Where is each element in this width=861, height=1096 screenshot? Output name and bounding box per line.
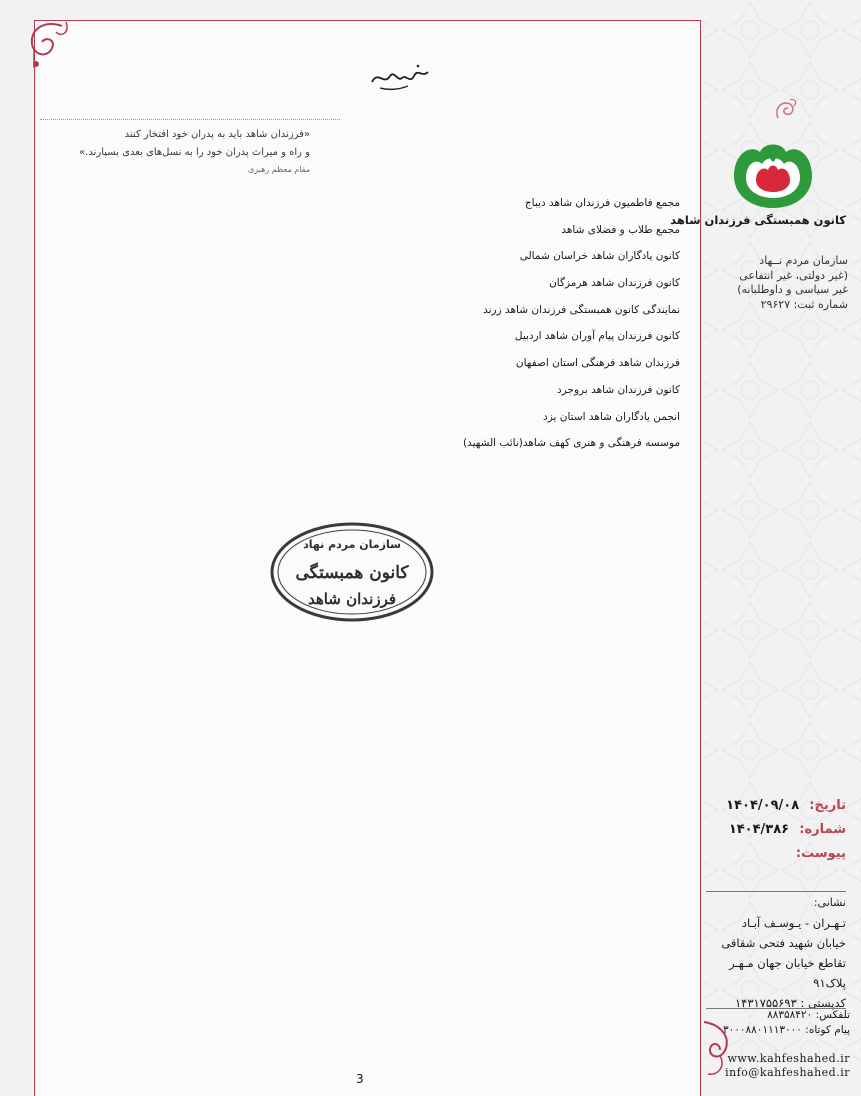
- web-contact: [706, 1052, 850, 1080]
- address-block: [706, 893, 846, 1013]
- phone-value: ۸۸۳۵۸۴۲۰: [767, 1009, 813, 1021]
- address-line: تقاطع خیابان جهان مـهـر: [729, 956, 846, 970]
- recipient-item: نمایندگی کانون همبستگی فرزندان شاهد زرند: [483, 303, 680, 316]
- number-label: شماره:: [799, 822, 846, 837]
- quote-separator: [40, 119, 340, 120]
- org-info-line: (غیر دولتی، غیر انتفاعی: [739, 268, 848, 282]
- address-label: نشانی:: [813, 896, 846, 909]
- sms-value: ۳۰۰۰۸۸۰۱۱۱۳۰۰۰: [722, 1024, 802, 1036]
- corner-ornament-right: [772, 96, 800, 124]
- stamp-line-3: فرزندان شاهد: [307, 590, 397, 608]
- org-info-line: سازمان مردم نــهاد: [759, 254, 848, 267]
- quote-source: مقام معظم رهبری: [247, 165, 310, 174]
- leader-quote: [40, 126, 310, 176]
- recipient-item: مجمع فاطمیون فرزندان شاهد دیباج: [524, 197, 680, 209]
- recipient-item: کانون یادگاران شاهد خراسان شمالی: [519, 250, 680, 263]
- quote-line-1: «فرزندان شاهد باید به پدران خود افتخار کنند: [124, 129, 310, 140]
- stamp-line-2: کانون همبستگی: [295, 563, 409, 583]
- address-line: تـهـران - یـوسـف آبـاد: [741, 916, 846, 930]
- org-info-line: غیر سیاسی و داوطلبانه): [737, 283, 848, 296]
- recipient-item: مجمع طلاب و فضلای شاهد: [561, 223, 680, 236]
- basmala-calligraphy: [368, 60, 432, 98]
- phone-row: [706, 1008, 850, 1023]
- postal-value: ۱۴۳۱۷۵۵۶۹۳: [735, 996, 797, 1010]
- recipient-item: فرزندان شاهد فرهنگی استان اصفهان: [515, 357, 680, 370]
- letter-meta: [706, 794, 846, 866]
- recipient-item: انجمن یادگاران شاهد استان یزد: [543, 410, 680, 423]
- contact-block: [706, 1008, 850, 1038]
- postal-label: کدپستی :: [800, 996, 846, 1010]
- corner-ornament-top-left: [22, 18, 78, 72]
- recipient-item: کانون فرزندان پیام آوران شاهد اردبیل: [514, 330, 680, 343]
- address-line: پلاک۹۱: [813, 976, 846, 990]
- date-value: ۱۴۰۴/۰۹/۰۸: [726, 798, 800, 813]
- number-value: ۱۴۰۴/۳۸۶: [728, 822, 790, 837]
- date-label: تاریخ:: [809, 798, 846, 813]
- address-separator: [706, 891, 846, 892]
- sms-label: پیام کوتاه:: [805, 1024, 850, 1036]
- phone-label: تلفکس:: [815, 1009, 850, 1021]
- page-number: 3: [356, 1072, 364, 1086]
- website-link[interactable]: www.kahfeshahed.ir: [727, 1052, 850, 1065]
- recipient-list: [380, 190, 680, 457]
- official-stamp: [268, 520, 436, 628]
- date-row: [706, 794, 846, 818]
- attachment-label: پیوست:: [795, 846, 846, 861]
- org-registration: شماره ثبت: ۲۹۶۲۷: [760, 297, 848, 311]
- recipient-item: کانون فرزندان شاهد هرمزگان: [549, 277, 680, 290]
- stamp-line-1: سازمان مردم نهاد: [303, 538, 401, 551]
- organization-info: [708, 254, 848, 312]
- quote-line-2: و راه و میراث پدران خود را به نسل‌های بعدی بسپارند.»: [79, 147, 310, 158]
- email-link[interactable]: info@kahfeshahed.ir: [725, 1066, 850, 1079]
- recipient-item: کانون فرزندان شاهد بروجرد: [556, 383, 680, 396]
- address-line: خیابان شهید فتحی شقاقی: [721, 936, 846, 950]
- recipient-item: موسسه فرهنگی و هنری کهف شاهد(نائب الشهید): [462, 437, 680, 450]
- number-row: [706, 818, 846, 842]
- organization-name: کانون همبستگی فرزندان شاهد: [670, 213, 846, 227]
- organization-logo: [728, 136, 818, 216]
- sms-row: [706, 1023, 850, 1038]
- attachment-row: [706, 842, 846, 866]
